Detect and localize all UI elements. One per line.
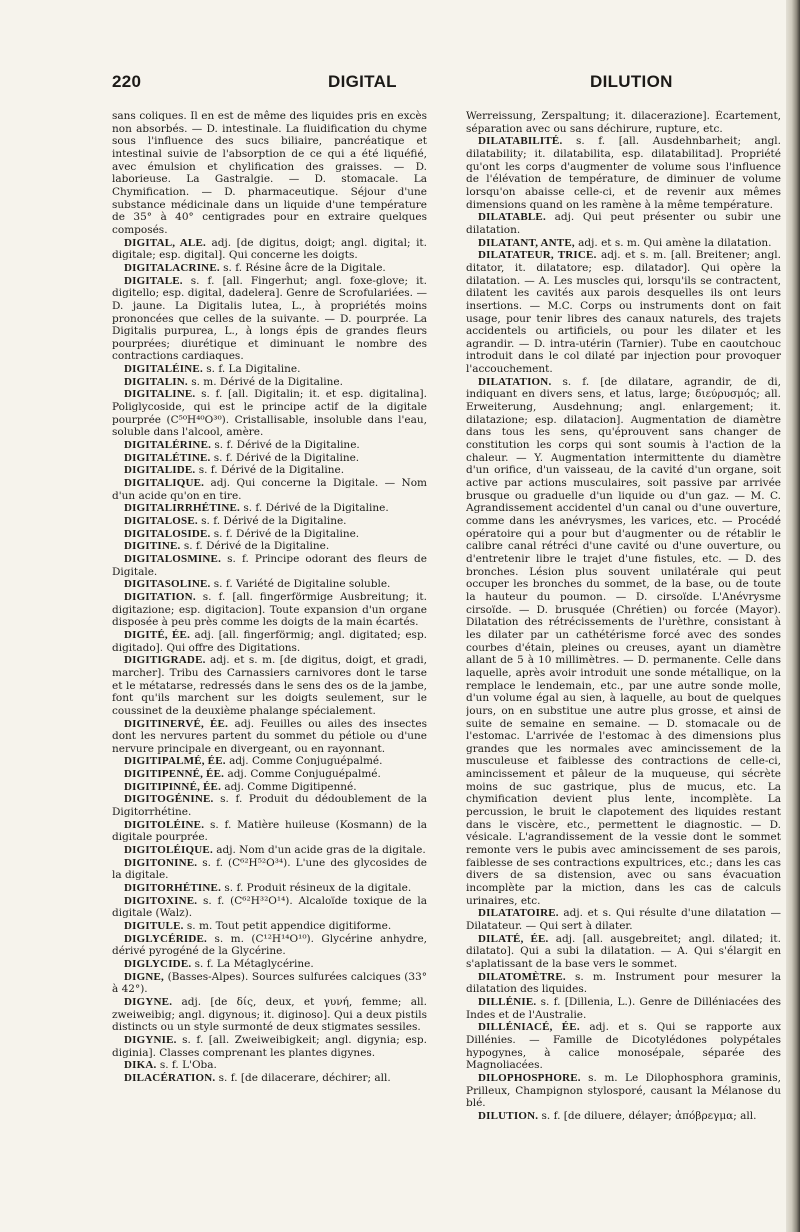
dictionary-entry <box>466 907 781 932</box>
entry-headword: DIGITALÉRINE. <box>124 439 212 452</box>
entry-definition: s. f. Produit résineux de la digitale. <box>224 882 412 895</box>
entry-headword: DIGITATION. <box>124 590 196 603</box>
entry-headword: DIGITOXINE. <box>124 894 198 907</box>
entry-definition: s. f. Matière huileuse (Kosmann) de la digitale pourprée. <box>112 818 427 844</box>
dictionary-entry <box>466 996 781 1021</box>
entry-definition: adj. Feuilles ou ailes des insectes dont les nervures partent du sommet du pétiole ou d'une nervure principale en divergeant, ou en rayonnant. <box>112 717 427 755</box>
dictionary-entry <box>112 591 427 629</box>
dictionary-entry <box>466 110 781 135</box>
entry-headword: DIGITALOSE. <box>124 515 198 527</box>
dictionary-entry <box>112 971 427 996</box>
entry-definition: s. f. (C⁶²H⁵²O³⁴). L'une des glycosides de la digitale. <box>112 856 427 882</box>
entry-headword: DIGYNE. <box>124 995 173 1008</box>
entry-definition: s. f. Dérivé de la Digitaline. <box>198 464 345 477</box>
entry-headword: DIGITIPALMÉ, ÉE. <box>124 755 226 768</box>
dictionary-entry <box>112 920 427 933</box>
entry-headword: DIGITALOSIDE. <box>124 527 211 540</box>
dictionary-entry <box>112 262 427 275</box>
page-edge-shadow <box>786 0 800 1232</box>
entry-definition: s. f. Dérivé de la Digitaline. <box>183 540 330 553</box>
entry-headword: DILLÉNIACÉ, ÉE. <box>478 1021 580 1034</box>
entry-definition: Werreissung, Zerspaltung; it. dilacerazione]. Écartement, séparation avec ou sans déchirure, rupture, etc. <box>466 110 781 135</box>
entry-headword: DIGITALIDE. <box>124 464 196 477</box>
entry-headword: DIGITULE. <box>124 920 184 932</box>
dictionary-entry <box>112 1072 427 1085</box>
dictionary-entry <box>112 477 427 502</box>
entry-headword: DIGITALÉTINE. <box>124 451 211 464</box>
dictionary-entry <box>112 857 427 882</box>
dictionary-entry <box>112 452 427 465</box>
entry-headword: DILATOMÈTRE. <box>478 970 566 983</box>
entry-headword: DIGITALIRRHÉTINE. <box>124 502 240 515</box>
entry-headword: DILUTION. <box>478 1109 539 1122</box>
right-column <box>466 110 781 1210</box>
entry-definition: s. f. Dérivé de la Digitaline. <box>213 451 360 464</box>
dictionary-entry <box>112 882 427 895</box>
entry-headword: DIGITORHÉTINE. <box>124 882 222 895</box>
entry-definition: s. f. [de dilatare, agrandir, de di, indiquant en divers sens, et latus, large; διεύρυσμός; all. Erweiterung, Ausdehnung; angl. enlargement; it. dilatazione; esp. dilatacion]. Augmentation de diamètre dans tous les sens, qu'éprouvent sans changer de constitution les corps qui sont soumis à l'action de la chaleur. — Y. Augmentation intermittente du diamètre d'un orifice, d'un vaisseau, de la cavité d'un organe, soit active par actions musculaires, soit passive par arrivée brusque ou graduelle d'un liquide ou d'un gaz. — M. C. Agrandissement accidentel d'un canal ou d'une ouverture, comme dans les anévrysmes, les varices, etc. — Procédé opératoire qui a pour but d'augmenter ou de rétablir le calibre canal rétréci d'une cavité ou d'une ouverture, ou d'entretenir libre le trajet d'une fistules, etc. — D. des bronches. Lésion plus souvent unilatérale qui peut occuper les bronches du sommet, de la base, ou de toute la hauteur du poumon. — D. cirsoïde. L'Anévrysme cirsoïde. — D. brusquée (Chrétien) ou forcée (Mayor). Dilatation des rétrécissements de l'urèthre, consistant à les dilater par un cathétérisme forcé avec des sondes courbes d'étain, pleines ou creuses, ayant un diamètre allant de 5 à 10 millimètres. — D. permanente. Celle dans laquelle, après avoir introduit une sonde métallique, on la remplace le lendemain, etc., par une autre sonde molle, d'un volume égal au sien, à laquelle, au bout de quelques jours, on en substitue une autre plus grosse, et ainsi de suite de semaine en semaine. — D. stomacale ou de l'estomac. L'arrivée de l'estomac à des dimensions plus grandes que les normales avec amincissement de la musculeuse et faiblesse des contractions de celle-ci, amincissement et pâleur de la muqueuse, qui sécrète moins de suc gastrique, plus de mucus, etc. La chymification devient plus lente, incomplète. La percussion, le bruit le clapotement des liquides restant dans le viscère, etc., permettent le diagnostic. — D. vésicale. L'agrandissement de la vessie dont le sommet remonte vers le pubis avec amincissement de ses parois, faiblesse de ses contractions expultrices, etc.; dans les cas divers de sa distension, avec ou sans évacuation incomplète par la miction, dans les cas de calculs urinaires, etc. <box>466 375 781 907</box>
dictionary-entry <box>112 958 427 971</box>
entry-definition: adj. Comme Conjuguépalmé. <box>227 768 381 781</box>
dictionary-entry <box>112 237 427 262</box>
dictionary-entry <box>112 464 427 477</box>
dictionary-entry <box>112 110 427 237</box>
entry-headword: DIGITÉ, ÉE. <box>124 628 191 641</box>
entry-definition: s. m. (C¹²H¹⁴O¹⁰). Glycérine anhydre, dérivé pyrogéné de la Glycérine. <box>112 932 427 958</box>
entry-headword: DIGITONINE. <box>124 856 198 869</box>
dictionary-entry <box>112 768 427 781</box>
entry-definition: adj. [de δίς, deux, et γυνή, femme; all. zweiweibig; angl. digynous; it. diginoso]. Qui a deux pistils distincts ou un style surmonté de deux stigmates sessiles. <box>112 995 427 1034</box>
dictionary-entry <box>466 249 781 376</box>
entry-definition: adj. [all. fingerförmig; angl. digitated; esp. digitado]. Qui offre des Digitations. <box>112 628 427 654</box>
entry-headword: DIGITALINE. <box>124 388 196 401</box>
dictionary-entry <box>112 540 427 553</box>
dictionary-entry <box>112 781 427 794</box>
entry-definition: s. f. [Dillenia, L.). Genre de Dilléniacées des Indes et de l'Australie. <box>466 995 781 1021</box>
left-column <box>112 110 427 1210</box>
entry-definition: s. f. Résine âcre de la Digitale. <box>223 261 386 274</box>
entry-headword: DIGITOLÉINE. <box>124 818 205 831</box>
entry-headword: DILATABLE. <box>478 211 546 224</box>
entry-headword: DIGITIPINNÉ, ÉE. <box>124 780 222 793</box>
dictionary-entry <box>112 793 427 818</box>
entry-headword: DIGYNIE. <box>124 1033 177 1046</box>
entry-headword: DILLÉNIE. <box>478 995 537 1008</box>
entry-definition: s. f. [all. Digitalin; it. et esp. digitalina]. Poliglycoside, qui est le principe actif de la digitale pourprée (C⁵⁰H⁴⁰O³⁰). Cristallisable, insoluble dans l'eau, soluble dans l'alcool, amère. <box>112 388 427 439</box>
entry-definition: s. f. [all. Fingerhut; angl. foxe-glove; it. digitello; esp. digital, dadelera]. Genre de Scrofulariées. — D. jaune. La Digitalis lutea, L., à propriétés moins prononcées que celles de la suivante. — D. pourprée. La Digitalis purpurea, L., à longs épis de grandes fleurs pourprées; diurétique et diminuant le nombre des contractions cardiaques. <box>112 274 427 363</box>
dictionary-entry <box>112 819 427 844</box>
entry-definition: s. f. [all. Ausdehnbarheit; angl. dilatability; it. dilatabilita, esp. dilatabilitad]. Propriété qu'ont les corps d'augmenter de volume sous l'influence de l'élévation de température, de diminuer de volume lorsqu'on abaisse celle-ci, et de revenir aux mêmes dimensions quand on les ramène à la même température. <box>466 135 781 211</box>
dictionary-entry <box>112 755 427 768</box>
entry-definition: s. f. Dérivé de la Digitaline. <box>243 502 389 515</box>
entry-headword: DILATABILITÉ. <box>478 135 563 148</box>
dictionary-entry <box>466 933 781 971</box>
dictionary-entry <box>112 388 427 439</box>
header-left-term: DIGITAL <box>328 72 397 91</box>
entry-definition: s. f. L'Oba. <box>159 1059 217 1072</box>
dictionary-entry <box>112 629 427 654</box>
dictionary-entry <box>112 502 427 515</box>
entry-definition: s. f. Dérivé de la Digitaline. <box>213 527 360 540</box>
entry-headword: DIGITINERVÉ, ÉE. <box>124 717 229 730</box>
entry-headword: DIGITINE. <box>124 540 181 553</box>
entry-headword: DIKA. <box>124 1059 157 1072</box>
entry-definition: s. f. (C⁶²H³²O¹⁴). Alcaloïde toxique de la digitale (Walz). <box>112 894 427 920</box>
entry-definition: adj. et s. Qui se rapporte aux Dillénies. — Famille de Dicotylédones polypétales hypogynes, à calice monosépale, séparée des Magnoliacées. <box>466 1021 781 1072</box>
entry-headword: DIGNE, <box>124 970 165 983</box>
dictionary-entry <box>466 1110 781 1123</box>
entry-definition: adj. [de digitus, doigt; angl. digital; it. digitale; esp. digital]. Qui concerne les doigts. <box>112 236 427 262</box>
entry-headword: DILOPHOSPHORE. <box>478 1071 581 1084</box>
entry-definition: s. f. [de dilacerare, déchirer; all. <box>218 1071 391 1084</box>
entry-definition: s. m. Tout petit appendice digitiforme. <box>186 920 392 932</box>
entry-headword: DIGITASOLINE. <box>124 578 211 591</box>
dictionary-entry <box>112 578 427 591</box>
dictionary-entry <box>112 363 427 376</box>
entry-headword: DIGITIPENNÉ, ÉE. <box>124 768 225 781</box>
dictionary-entry <box>112 376 427 389</box>
entry-definition: adj. Qui peut présenter ou subir une dilatation. <box>466 211 781 236</box>
entry-headword: DIGITALÉINE. <box>124 363 203 376</box>
dictionary-entry <box>112 654 427 717</box>
entry-definition: s. f. La Métaglycérine. <box>194 957 314 970</box>
dictionary-entry <box>466 211 781 236</box>
dictionary-entry <box>112 844 427 857</box>
entry-definition: adj. Nom d'un acide gras de la digitale. <box>216 844 426 857</box>
dictionary-entry <box>466 1021 781 1072</box>
entry-definition: s. f. Produit du dédoublement de la Digitorrhétine. <box>112 793 427 819</box>
entry-headword: DIGITOGÉNINE. <box>124 793 214 806</box>
entry-definition: s. f. Principe odorant des fleurs de Digitale. <box>112 552 427 578</box>
entry-definition: adj. Comme Digitipenné. <box>224 780 357 793</box>
entry-definition: s. f. [all. fingerförmige Ausbreitung; it. digitazione; esp. digitacion]. Toute expansion d'un organe disposée à peu près comme les doigts de la main écartés. <box>112 590 427 629</box>
entry-headword: DIGITALACRINE. <box>124 261 220 274</box>
entry-headword: DILACÉRATION. <box>124 1071 216 1084</box>
entry-definition: s. m. Instrument pour mesurer la dilatation des liquides. <box>466 970 781 996</box>
dictionary-entry <box>112 1034 427 1059</box>
entry-headword: DILATANT, ANTE, <box>478 236 575 249</box>
entry-definition: s. f. La Digitaline. <box>206 363 301 376</box>
dictionary-entry <box>112 895 427 920</box>
entry-headword: DIGITALE. <box>124 274 183 287</box>
entry-definition: s. f. Dérivé de la Digitaline. <box>201 515 347 527</box>
entry-definition: sans coliques. Il en est de même des liquides pris en excès non absorbés. — D. intestinale. La fluidification du chyme sous l'influence des sucs biliaire, pancréatique et intestinal suivie de l'absorption de ce qui a été liquéfié, avec émulsion et chylification des graisses. — D. laborieuse. La Gastralgie. — D. stomacale. La Chymification. — D. pharmaceutique. Séjour d'une substance médicinale dans un liquide d'une température de 35° à 40° centigrades pour en extraire quelques composés. <box>112 110 427 236</box>
dictionary-entry <box>112 553 427 578</box>
entry-headword: DIGITALIN. <box>124 375 188 388</box>
entry-definition: adj. et s. m. [de digitus, doigt, et gradi, marcher]. Tribu des Carnassiers carnivores dont le tarse et le métatarse, redressés dans le sens des os de la jambe, font qu'ils marchent sur les doigts seulement, sur le coussinet de la deuxième phalange spécialement. <box>112 654 427 717</box>
entry-headword: DIGITOLÉIQUE. <box>124 844 213 857</box>
running-header <box>0 72 786 96</box>
dictionary-entry <box>112 515 427 528</box>
entry-headword: DIGITALIQUE. <box>124 477 205 490</box>
entry-headword: DIGITALOSMINE. <box>124 552 222 565</box>
entry-headword: DILATATOIRE. <box>478 907 559 920</box>
dictionary-entry <box>112 1059 427 1072</box>
entry-definition: (Basses-Alpes). Sources sulfurées calciques (33° à 42°). <box>112 970 427 996</box>
dictionary-entry <box>466 135 781 211</box>
dictionary-entry <box>466 376 781 908</box>
entry-definition: s. f. Variété de Digitaline soluble. <box>213 578 391 591</box>
dictionary-entry <box>112 996 427 1034</box>
entry-headword: DILATATEUR, TRICE. <box>478 249 597 262</box>
dictionary-entry <box>112 275 427 364</box>
entry-definition: adj. et s. Qui résulte d'une dilatation — Dilatateur. — Qui sert à dilater. <box>466 907 781 932</box>
entry-definition: s. f. Dérivé de la Digitaline. <box>214 439 360 452</box>
dictionary-entry <box>112 528 427 541</box>
dictionary-entry <box>466 237 781 250</box>
entry-definition: s. m. Le Dilophosphora graminis, Prilleux, Champignon stylosporé, causant la Mélanose du blé. <box>466 1071 781 1110</box>
entry-definition: adj. Qui concerne la Digitale. — Nom d'un acide qu'on en tire. <box>112 477 427 502</box>
dictionary-entry <box>466 1072 781 1110</box>
entry-definition: adj. Comme Conjuguépalmé. <box>229 755 383 768</box>
entry-headword: DIGITIGRADE. <box>124 654 206 667</box>
entry-headword: DIGITAL, ALE. <box>124 236 206 249</box>
dictionary-entry <box>112 718 427 756</box>
entry-headword: DILATÉ, ÉE. <box>478 932 549 945</box>
entry-headword: DIGLYCIDE. <box>124 957 192 970</box>
entry-definition: adj. et s. m. [all. Breitener; angl. ditator, it. dilatatore; esp. dilatador]. Qui opère la dilatation. — A. Les muscles qui, lorsqu'ils se contractent, dilatent les cavités aux parois desquelles ils ont leurs insertions. — M.C. Corps ou instruments dont on fait usage, pour tenir libres des canaux naturels, des trajets accidentels ou artificiels, ou pour les dilater et les agrandir. — D. intra-utérin (Tarnier). Tube en caoutchouc introduit dans le col dilaté par injection pour provoquer l'accouchement. <box>466 249 781 376</box>
entry-headword: DILATATION. <box>478 375 552 388</box>
entry-headword: DIGLYCÉRIDE. <box>124 932 207 945</box>
entry-definition: adj. [all. ausgebreitet; angl. dilated; it. dilatato]. Qui a subi la dilatation. — A. Qui s'élargit en s'aplatissant de la base vers le sommet. <box>466 932 781 970</box>
dictionary-entry <box>112 933 427 958</box>
header-right-term: DILUTION <box>590 72 673 91</box>
entry-definition: s. m. Dérivé de la Digitaline. <box>191 375 343 388</box>
entry-definition: s. f. [de diluere, délayer; ἀπόβρεγμα; all. <box>541 1109 757 1122</box>
entry-definition: s. f. [all. Zweiweibigkeit; angl. digynia; esp. diginia]. Classes comprenant les plantes digynes. <box>112 1033 427 1059</box>
dictionary-entry <box>466 971 781 996</box>
page-number: 220 <box>112 72 142 91</box>
dictionary-entry <box>112 439 427 452</box>
entry-definition: adj. et s. m. Qui amène la dilatation. <box>578 236 772 249</box>
